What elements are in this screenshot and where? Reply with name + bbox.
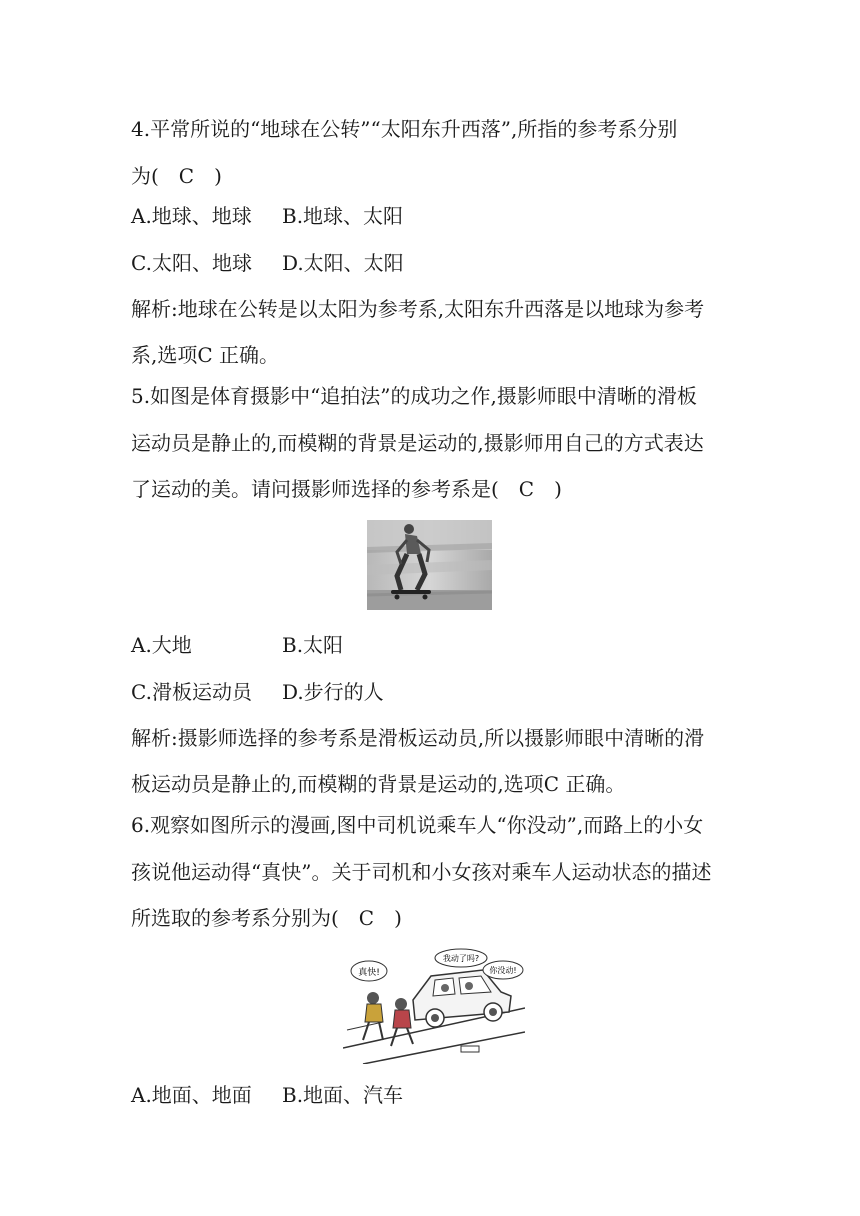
q5-stem-line-2: 运动员是静止的,而模糊的背景是运动的,摄影师用自己的方式表达 <box>131 431 704 455</box>
q5-option-c: C.滑板运动员 <box>131 680 252 704</box>
q6-options-row-1 <box>131 1083 403 1107</box>
q4-option-d: D.太阳、太阳 <box>282 251 404 275</box>
q5-stem-line-1: 5.如图是体育摄影中“追拍法”的成功之作,摄影师眼中清晰的滑板 <box>131 384 697 408</box>
skateboarder-photo <box>367 520 492 610</box>
q5-option-d: D.步行的人 <box>282 680 384 704</box>
car-cartoon <box>343 948 525 1064</box>
q6-option-b: B.地面、汽车 <box>282 1083 404 1107</box>
q4-options-row-1 <box>131 204 403 228</box>
q6-stem-line-2: 孩说他运动得“真快”。关于司机和小女孩对乘车人运动状态的描述 <box>131 860 712 884</box>
bubble-passenger-text: 我动了吗? <box>442 954 480 963</box>
q5-option-b: B.太阳 <box>282 633 344 657</box>
q5-options-row-2 <box>131 680 384 704</box>
q4-analysis-line-1: 解析:地球在公转是以太阳为参考系,太阳东升西落是以地球为参考 <box>131 297 705 321</box>
q4-stem-line-1: 4.平常所说的“地球在公转”“太阳东升西落”,所指的参考系分别 <box>131 117 678 141</box>
q4-option-c: C.太阳、地球 <box>131 251 252 275</box>
bubble-girl-text: 真快! <box>358 968 380 978</box>
q4-analysis-line-2: 系,选项C 正确。 <box>131 343 280 367</box>
q6-stem-line-1: 6.观察如图所示的漫画,图中司机说乘车人“你没动”,而路上的小女 <box>131 813 704 837</box>
q6-option-a: A.地面、地面 <box>131 1083 252 1107</box>
q5-option-a: A.大地 <box>131 633 192 657</box>
q5-stem-line-3: 了运动的美。请问摄影师选择的参考系是( C ) <box>131 477 562 501</box>
bubble-driver-text: 你没动! <box>489 966 517 975</box>
q4-stem-line-2: 为( C ) <box>131 164 222 188</box>
q5-analysis-line-1: 解析:摄影师选择的参考系是滑板运动员,所以摄影师眼中清晰的滑 <box>131 726 705 750</box>
q6-stem-line-3: 所选取的参考系分别为( C ) <box>131 906 402 930</box>
q5-analysis-line-2: 板运动员是静止的,而模糊的背景是运动的,选项C 正确。 <box>131 772 626 796</box>
q5-options-row-1 <box>131 633 343 657</box>
q4-option-a: A.地球、地球 <box>131 204 252 228</box>
q4-option-b: B.地球、太阳 <box>282 204 404 228</box>
q4-options-row-2 <box>131 251 404 275</box>
